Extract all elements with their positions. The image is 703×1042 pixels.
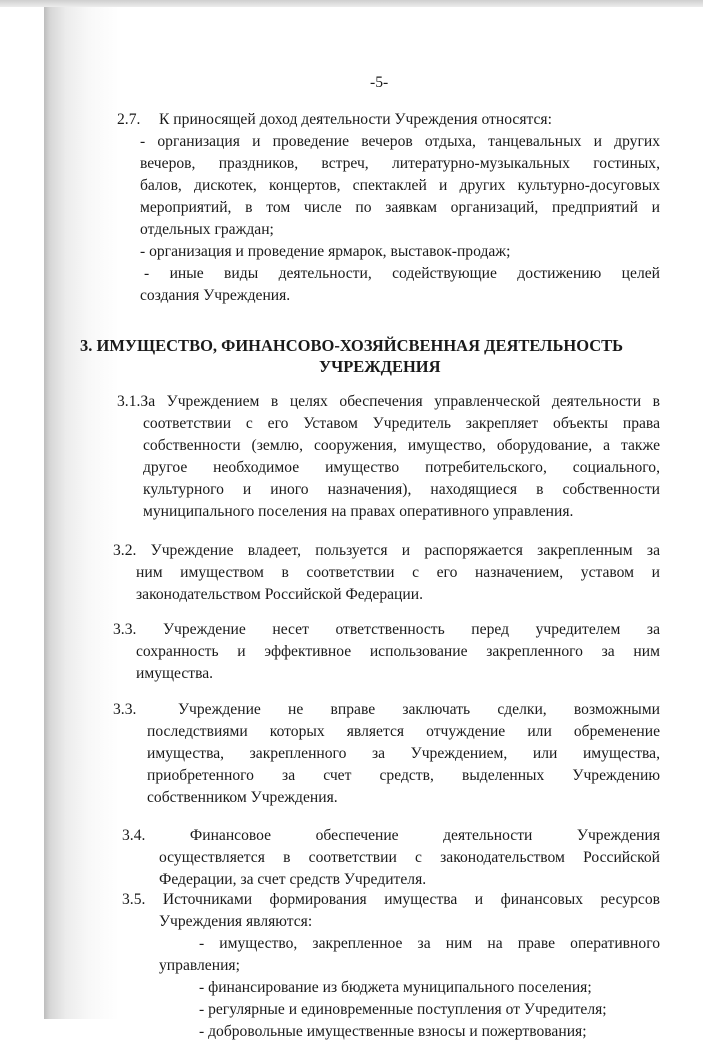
- clause-intro: К приносящей доход деятельности Учреждения относятся:: [159, 111, 552, 128]
- page-number: -5-: [370, 74, 389, 91]
- text-line: имущества.: [136, 665, 214, 682]
- text-line: собственности (землю, сооружения, имущество, оборудование, а также: [143, 437, 660, 454]
- text-line: балов, дискотек, концертов, спектаклей и других культурно-досуговых: [140, 177, 660, 194]
- text-line: Федерации, за счет средств Учредителя.: [159, 871, 427, 888]
- text-line: - организация и проведение ярмарок, выставок-продаж;: [140, 243, 511, 260]
- text-line: управления;: [159, 957, 240, 974]
- text-line: 3.2. Учреждение владеет, пользуется и распоряжается закрепленным за: [113, 542, 660, 559]
- clause-number: 3.3.: [113, 701, 137, 718]
- text-line: - финансирование из бюджета муниципального поселения;: [199, 979, 592, 996]
- text-line: Учреждение не вправе заключать сделки, возможными: [178, 701, 660, 718]
- text-line: приобретенного за счет средств, выделенных Учреждению: [147, 767, 660, 784]
- text-line: - организация и проведение вечеров отдыха, танцевальных и других: [140, 133, 660, 150]
- text-line: другое необходимое имущество потребительского, социального,: [143, 459, 660, 476]
- text-line: муниципального поселения на правах оперативного управления.: [143, 503, 574, 520]
- text-line: создания Учреждения.: [140, 287, 291, 304]
- text-line: соответствии с его Уставом Учредитель закрепляет объекты права: [143, 415, 660, 432]
- text-line: 3.4. Финансовое обеспечение деятельности Учреждения: [122, 827, 660, 844]
- text-line: осуществляется в соответствии с законодательством Российской: [159, 849, 660, 866]
- text-line: отдельных граждан;: [140, 221, 274, 238]
- text-line: сохранность и эффективное использование закрепленного за ним: [136, 643, 660, 660]
- section-heading-line1: 3. ИМУЩЕСТВО, ФИНАНСОВО-ХОЗЯЙСВЕННАЯ ДЕЯТЕЛЬНОСТЬ: [80, 336, 624, 355]
- text-line: собственником Учреждения.: [147, 789, 338, 806]
- scan-top-edge: [0, 0, 703, 7]
- text-line: ним имуществом в соответствии с его назначением, уставом и: [136, 564, 660, 581]
- text-line: - имущество, закрепленное за ним на праве оперативного: [199, 935, 660, 952]
- text-line: - регулярные и единовременные поступления от Учредителя;: [199, 1001, 607, 1018]
- text-line: законодательством Российской Федерации.: [136, 586, 423, 603]
- section-heading-line2: УЧРЕЖДЕНИЯ: [319, 357, 441, 376]
- text-line: мероприятий, в том числе по заявкам организаций, предприятий и: [140, 199, 660, 216]
- text-line: культурного и иного назначения), находящиеся в собственности: [143, 481, 660, 498]
- text-line: имущества, закрепленного за Учреждением, или имущества,: [147, 745, 660, 762]
- text-line: - иные виды деятельности, содействующие достижению целей: [144, 265, 660, 282]
- clause-number: 2.7.: [117, 111, 141, 128]
- text-line: последствиями которых является отчуждение или обременение: [147, 723, 660, 740]
- text-line: 3.1.За Учреждением в целях обеспечения управленческой деятельности в: [117, 393, 660, 410]
- text-line: 3.5. Источниками формирования имущества и финансовых ресурсов: [122, 891, 660, 908]
- text-line: - добровольные имущественные взносы и пожертвования;: [199, 1023, 587, 1040]
- text-line: вечеров, праздников, встреч, литературно-музыкальных гостиных,: [140, 155, 660, 172]
- text-line: 3.3. Учреждение несет ответственность перед учредителем за: [113, 621, 660, 638]
- text-line: Учреждения являются:: [159, 913, 313, 930]
